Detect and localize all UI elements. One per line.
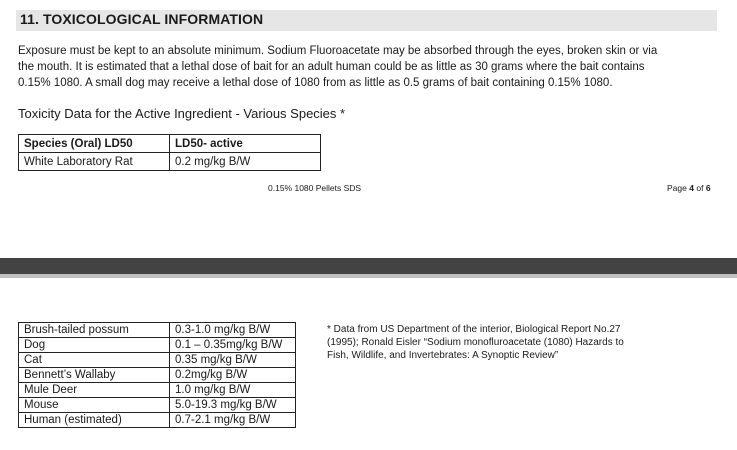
section-header-bar bbox=[16, 10, 717, 31]
page-current: 4 bbox=[689, 183, 694, 193]
exposure-paragraph bbox=[18, 43, 723, 91]
dose-cell: 0.2 mg/kg B/W bbox=[170, 153, 321, 171]
toxicity-subheading: Toxicity Data for the Active Ingredient - Various Species * bbox=[18, 106, 346, 121]
table-row bbox=[19, 353, 296, 368]
table-row bbox=[19, 323, 296, 338]
page-total: 6 bbox=[705, 183, 711, 193]
table-row bbox=[19, 153, 321, 171]
table-row bbox=[19, 398, 296, 413]
table-row bbox=[19, 368, 296, 383]
page-of: of bbox=[696, 183, 704, 193]
species-cell: Dog bbox=[19, 338, 170, 353]
footnote-line: * Data from US Department of the interior, Biological Report No.27 bbox=[327, 324, 621, 335]
species-cell: Bennett’s Wallaby bbox=[19, 368, 170, 383]
species-cell: Brush-tailed possum bbox=[19, 323, 170, 338]
page-separator-shadow bbox=[0, 274, 737, 278]
dose-cell: 0.35 mg/kg B/W bbox=[170, 353, 296, 368]
header-species: Species (Oral) LD50 bbox=[19, 135, 170, 153]
footnote-line: Fish, Wildlife, and Invertebrates: A Synoptic Review” bbox=[327, 350, 559, 361]
page-separator bbox=[0, 258, 737, 274]
toxicity-table-page5 bbox=[18, 322, 296, 428]
dose-cell: 0.1 – 0.35mg/kg B/W bbox=[170, 338, 296, 353]
paragraph-line: the mouth. It is estimated that a lethal dose of bait for an adult human could be as little as 30 grams where the bait contains bbox=[18, 61, 645, 73]
table-row bbox=[19, 383, 296, 398]
dose-cell: 0.2mg/kg B/W bbox=[170, 368, 296, 383]
dose-cell: 0.3-1.0 mg/kg B/W bbox=[170, 323, 296, 338]
species-cell: Mule Deer bbox=[19, 383, 170, 398]
table-row bbox=[19, 413, 296, 428]
footnote-line: (1995); Ronald Eisler “Sodium monofluroacetate (1080) Hazards to bbox=[327, 337, 624, 348]
dose-cell: 1.0 mg/kg B/W bbox=[170, 383, 296, 398]
footer-doc-name: 0.15% 1080 Pellets SDS bbox=[268, 183, 362, 193]
page-prefix: Page bbox=[667, 183, 687, 193]
data-source-footnote bbox=[327, 323, 624, 362]
species-cell: Cat bbox=[19, 353, 170, 368]
species-cell: Human (estimated) bbox=[19, 413, 170, 428]
paragraph-line: 0.15% 1080. A small dog may receive a lethal dose of 1080 from as little as 0.5 grams of bait containing 0.15% 1080. bbox=[18, 77, 613, 89]
species-cell: Mouse bbox=[19, 398, 170, 413]
paragraph-line: Exposure must be kept to an absolute minimum. Sodium Fluoroacetate may be absorbed through the eyes, broken skin or via bbox=[18, 45, 658, 57]
section-title: 11. TOXICOLOGICAL INFORMATION bbox=[20, 11, 264, 27]
footer-page-number bbox=[667, 183, 711, 193]
header-ld50: LD50- active bbox=[170, 135, 321, 153]
table-header-row bbox=[19, 135, 321, 153]
toxicity-table-page4 bbox=[18, 134, 321, 171]
table-row bbox=[19, 338, 296, 353]
species-cell: White Laboratory Rat bbox=[19, 153, 170, 171]
dose-cell: 0.7-2.1 mg/kg B/W bbox=[170, 413, 296, 428]
dose-cell: 5.0-19.3 mg/kg B/W bbox=[170, 398, 296, 413]
